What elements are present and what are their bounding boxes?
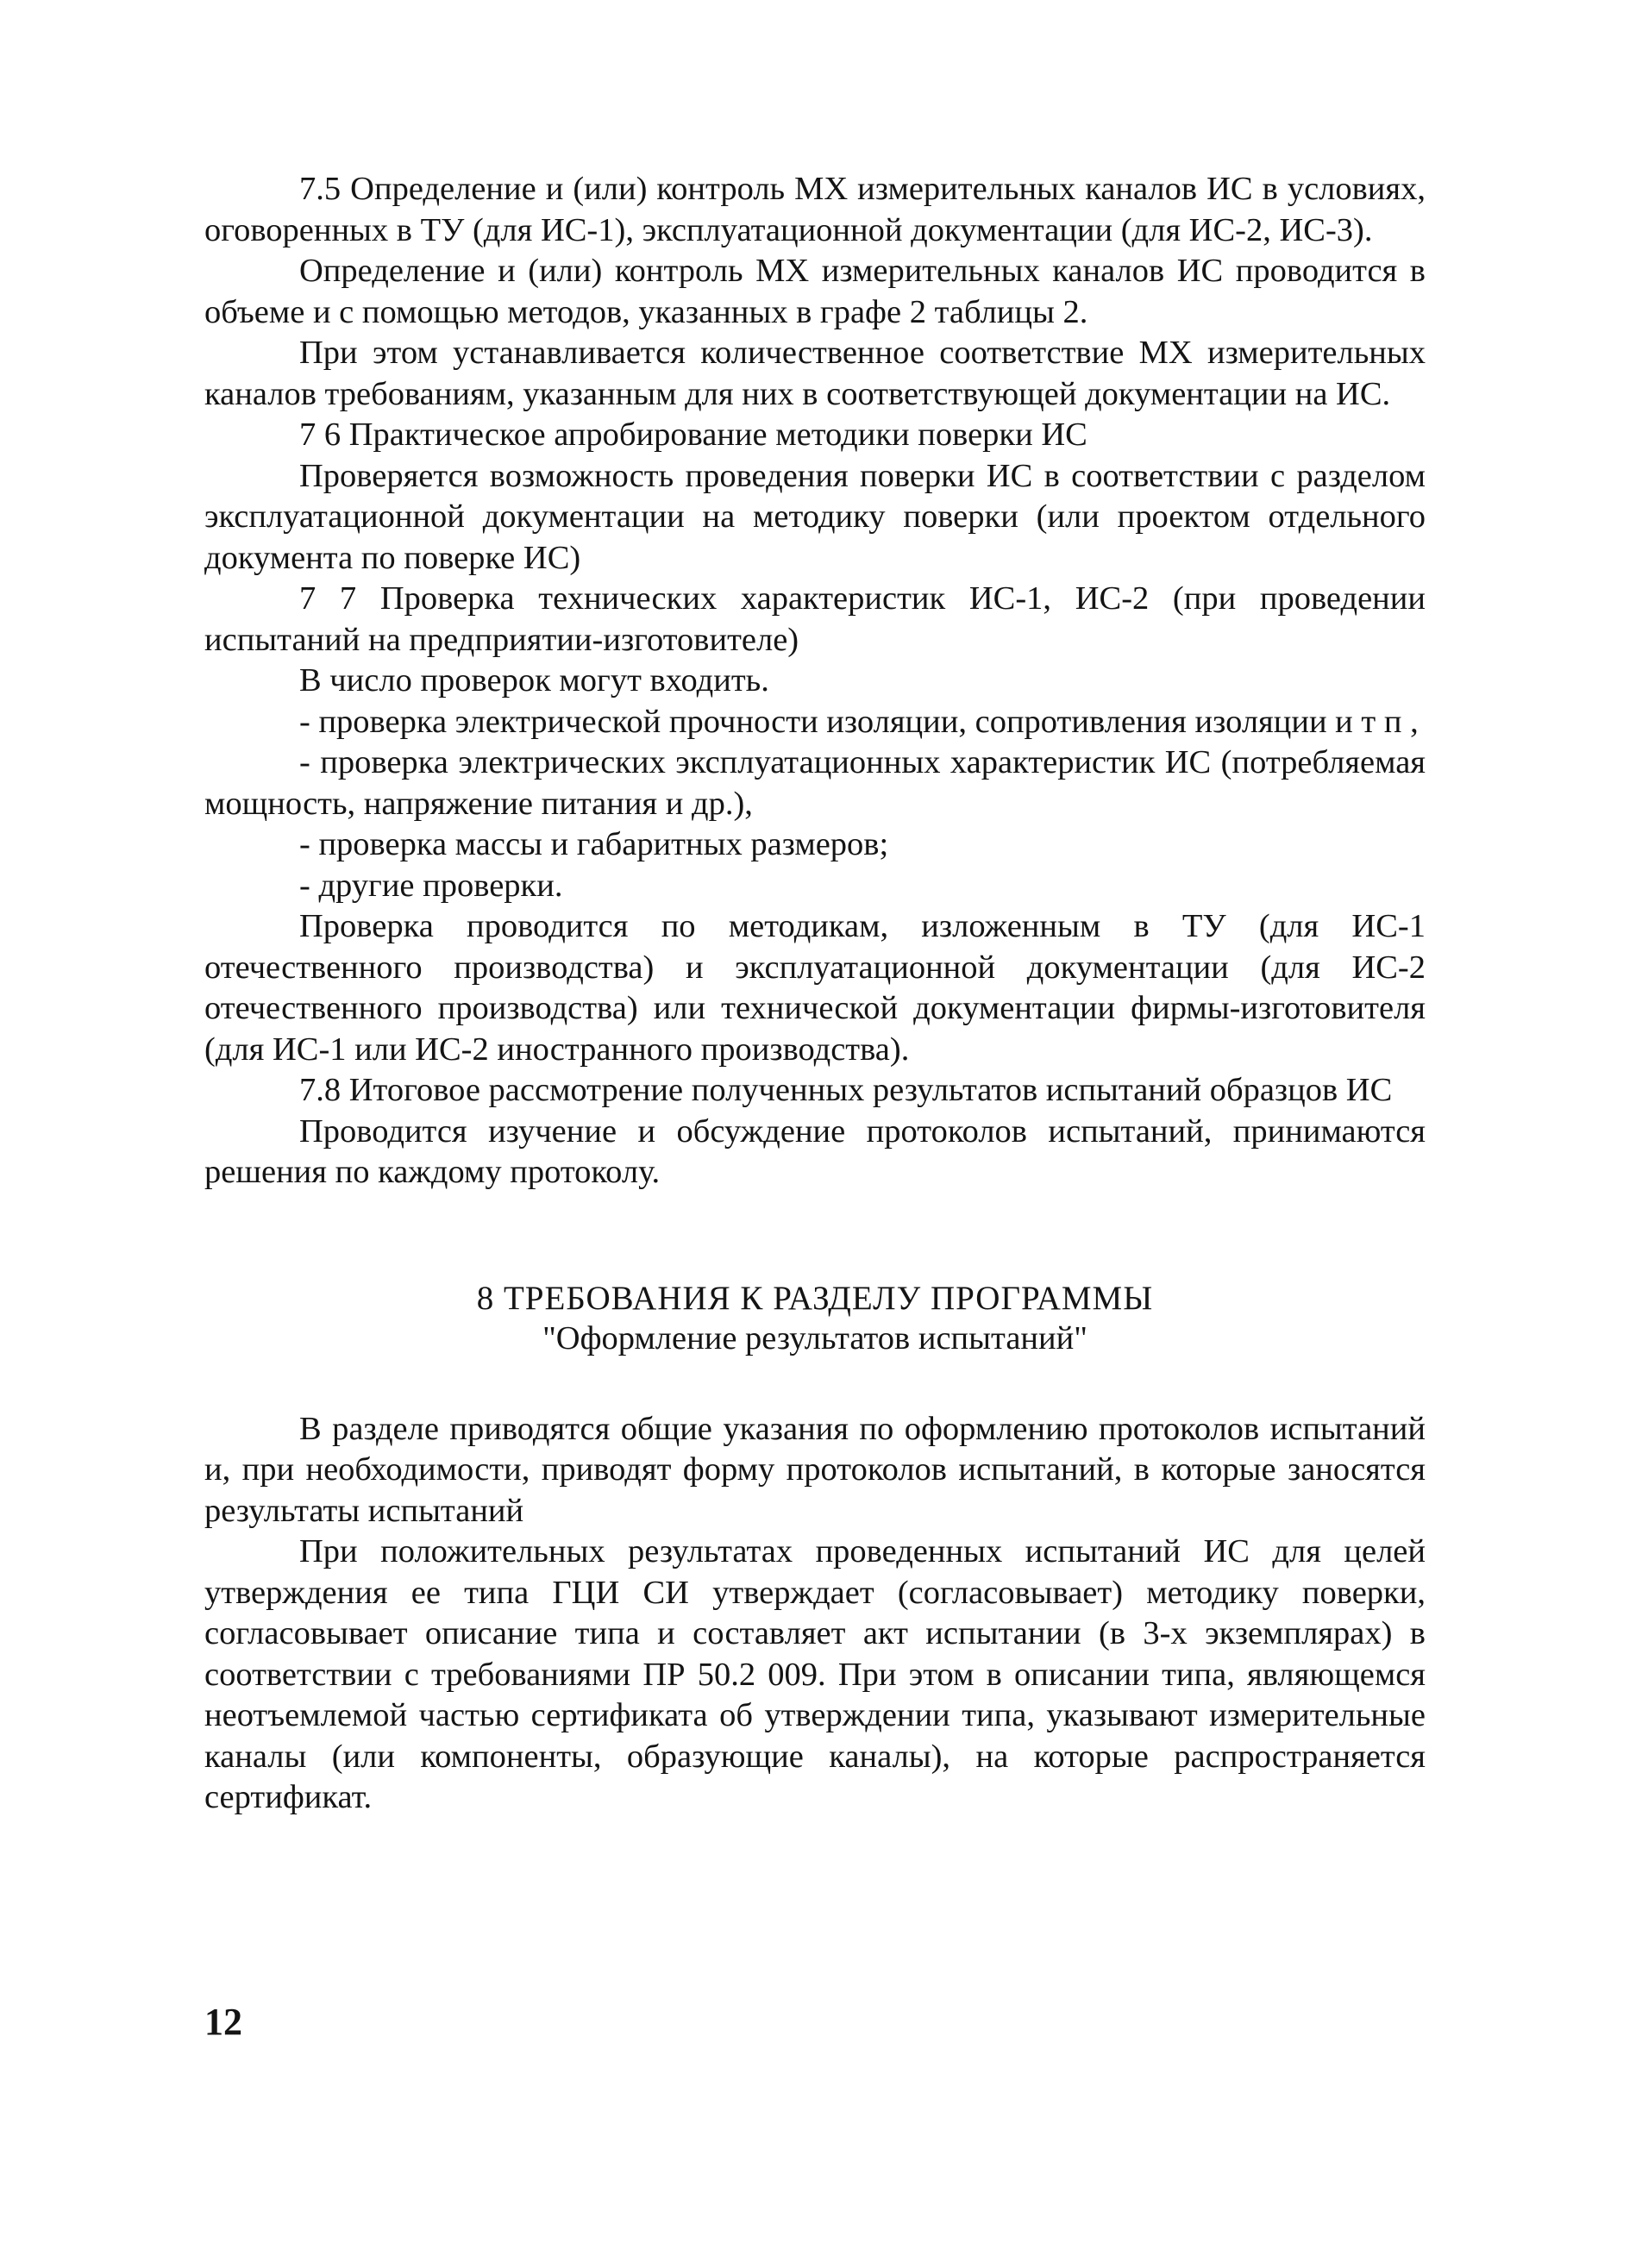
section-8-subheading: "Оформление результатов испытаний" [542,1319,1087,1356]
paragraph-8-protocols: В разделе приводятся общие указания по оформлению протоколов испытаний и, при необходимости, приводят форму протоколов испытаний, в которые заносятся результаты испытаний [204,1410,1426,1529]
paragraph-7-5-body: Определение и (или) контроль МХ измерительных каналов ИС проводится в объеме и с помощью методов, указанных в графе 2 таблицы 2. [204,253,1426,330]
paragraph-8-approval: При положительных результатах проведенных испытаний ИС для целей утверждения ее типа ГЦИ СИ утверждает (согласовывает) методику поверки, согласовывает описание типа и составляет акт испытании (в 3-х экземплярах) в соответствии с требованиями ПР 50.2 009. При этом в описании типа, являющемся неотъемлемой частью сертификата об утверждении типа, указывают измерительные каналы (или компоненты, образующие каналы), на которые распространяется сертификат. [204,1533,1426,1815]
page-text [204,169,1426,1819]
section-8-heading: 8 ТРЕБОВАНИЯ К РАЗДЕЛУ ПРОГРАММЫ [476,1279,1154,1317]
paragraph-7-6-body: Проверяется возможность проведения поверки ИС в соответствии с разделом эксплуатационной документации на методику поверки (или проектом отдельного документа по поверке ИС) [204,457,1426,576]
page-number: 12 [204,2001,242,2043]
paragraph-7-7-intro: В число проверок могут входить. [299,662,769,699]
paragraph-7-5: 7.5 Определение и (или) контроль МХ измерительных каналов ИС в условиях, оговоренных в ТУ (для ИС-1), эксплуатационной документации (для ИС-2, ИС-3). [204,171,1426,248]
paragraph-7-8-body: Проводится изучение и обсуждение протоколов испытаний, принимаются решения по каждому протоколу. [204,1112,1426,1190]
list-item-mass: - проверка массы и габаритных размеров; [299,826,889,862]
list-item-other: - другие проверки. [299,867,563,904]
paragraph-7-6: 7 6 Практическое апробирование методики поверки ИС [299,417,1087,453]
section-spacer [204,1194,1426,1278]
paragraph-7-5-conformance: При этом устанавливается количественное соответствие МХ измерительных каналов требованиям, указанным для них в соответствующей документации на ИС. [204,335,1426,412]
list-item-insulation: - проверка электрической прочности изоляции, сопротивления изоляции и т п , [299,703,1419,740]
paragraph-7-7: 7 7 Проверка технических характеристик ИС-1, ИС-2 (при проведении испытаний на предприятии-изготовителе) [204,580,1426,658]
section-spacer [204,1359,1426,1409]
paragraph-7-7-methods: Проверка проводится по методикам, изложенным в ТУ (для ИС-1 отечественного производства) и эксплуатационной документации (для ИС-2 отечественного производства) или технической документации фирмы-изготовителя (для ИС-1 или ИС-2 иностранного производства). [204,908,1426,1068]
list-item-electrical: - проверка электрических эксплуатационных характеристик ИС (потребляемая мощность, напряжение питания и др.), [204,744,1426,822]
paragraph-7-8: 7.8 Итоговое рассмотрение полученных результатов испытаний образцов ИС [299,1072,1393,1108]
